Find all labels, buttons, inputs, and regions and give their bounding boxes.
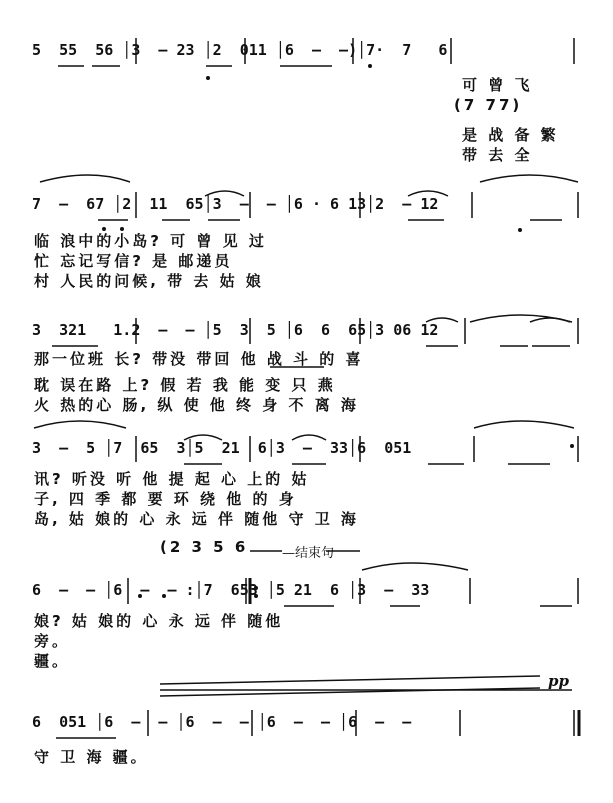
ending-marker: —结束句 [282,546,335,561]
lyric-5-2: 旁。 [34,632,71,650]
lyric-1-4: 带 去 全 [462,146,533,164]
staff-row-4: 3 — 5 │7 65 3│5 21 6│3 — 33│6 051 [32,439,412,457]
staff-row-6: 6 051 │6 — — │6 — — │6 — — │6 — — [32,713,412,731]
staff-row-2: 7 — 67 │2 11 65│3 — — │6 · 6 13│2 — 12 [32,195,439,213]
lyric-4-3: 岛, 姑 娘的 心 永 远 伴 随他 守 卫 海 [34,510,359,528]
lyric-1-3: 是 战 备 繁 [462,126,559,144]
lyric-2-2: 忙 忘记写信? 是 邮递员 [34,252,233,270]
lyric-3-1: 那一位班 长? 带没 带回 他 战 斗 的 喜 [34,350,364,368]
lyric-2-3: 村 人民的问候, 带 去 姑 娘 [34,272,264,290]
lyric-4-1: 讯? 听没 听 他 提 起 心 上的 姑 [34,470,310,488]
staff-row-3: 3 321 1.2 — — │5 3 5 │6 6 65│3 06 12 [32,321,439,339]
lyric-2-1: 临 浪中的小岛? 可 曾 见 过 [34,232,267,250]
lyric-5-1: 娘? 姑 娘的 心 永 远 伴 随他 [34,612,284,630]
lyric-5-3: 疆。 [34,652,71,670]
staff-row-5: 6 — — │6 — — :│7 653 │5 21 6 │3 — 33 [32,581,430,599]
staff-row-1: 5 55 56 │3 — 23 │2 011 │6 — —)│7· 7 6 [32,41,448,59]
lyric-4-2: 子, 四 季 都 要 环 绕 他 的 身 [34,490,297,508]
lyric-1-1: 可 曾 飞 [462,76,533,94]
intro-phrase: (2 3 5 6 [160,538,249,556]
lyric-3-3: 火 热的心 肠, 纵 使 他 终 身 不 离 海 [34,396,359,414]
dynamic-marking: pp [548,672,569,690]
lyric-6-1: 守 卫 海 疆。 [34,748,149,766]
lyric-1-2: (7 77) [454,96,523,114]
lyric-3-2: 耽 误在路 上? 假 若 我 能 变 只 燕 [34,376,336,394]
